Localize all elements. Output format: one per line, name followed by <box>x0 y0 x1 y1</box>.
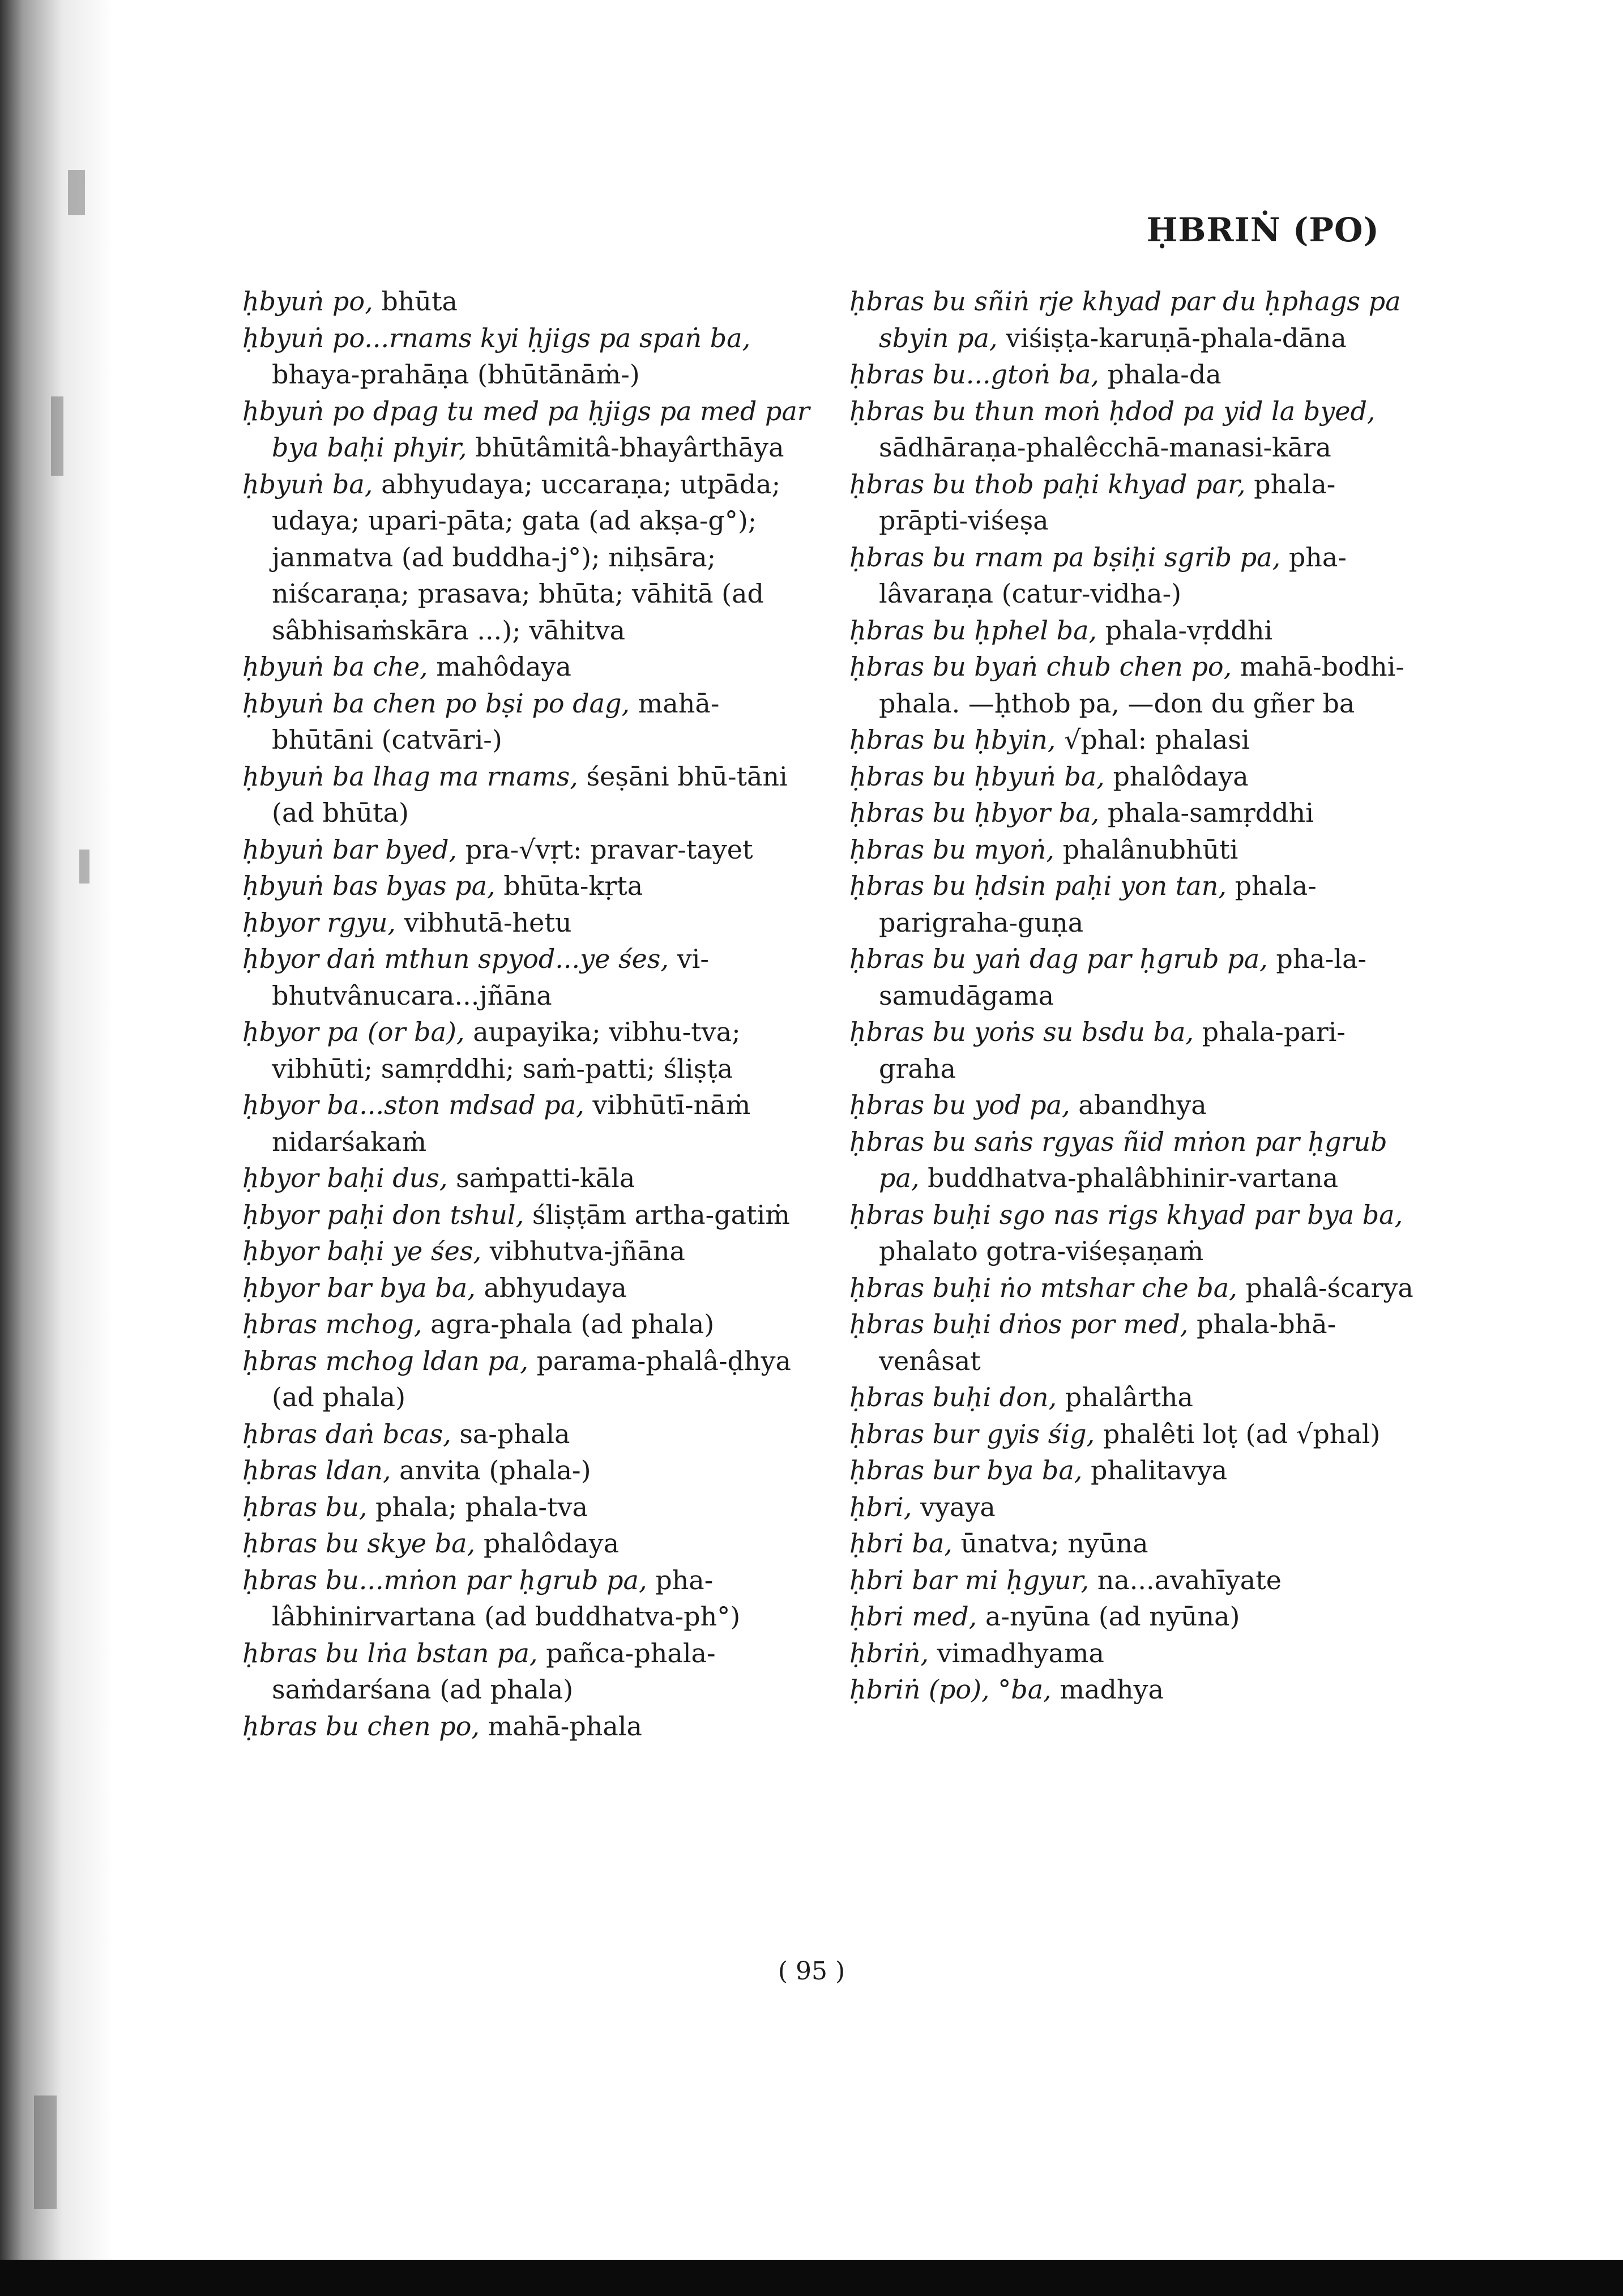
dictionary-entry <box>242 393 815 466</box>
dictionary-entry <box>242 1452 815 1489</box>
sanskrit-equivalent: buddhatva-phalâbhinir-vartana <box>928 1163 1339 1193</box>
dictionary-entry <box>849 1014 1419 1087</box>
tibetan-headword: ḥbyor rgyu, <box>242 907 396 938</box>
tibetan-headword: ḥbras bu myoṅ, <box>849 834 1054 865</box>
dictionary-entry <box>242 1343 815 1416</box>
tibetan-headword: ḥbri med, <box>849 1601 977 1632</box>
tibetan-headword: ḥbras bu ḥbyin, <box>849 724 1056 755</box>
sanskrit-equivalent: phalârtha <box>1065 1382 1193 1412</box>
tibetan-headword: ḥbyuṅ bar byed, <box>242 834 458 865</box>
scan-speck <box>51 396 63 476</box>
tibetan-headword: ḥbras mchog, <box>242 1309 422 1339</box>
dictionary-entry <box>242 1562 815 1635</box>
sanskrit-equivalent: pra-√vṛt: pravar-tayet <box>465 834 753 865</box>
sanskrit-equivalent: bhūta <box>381 286 458 317</box>
sanskrit-equivalent: viśiṣṭa-karuṇā-phala-dāna <box>1006 322 1347 353</box>
scan-speck <box>34 2096 57 2209</box>
sanskrit-equivalent: phala-bhā-venâsat <box>879 1309 1336 1376</box>
tibetan-headword: ḥbyuṅ ba lhag ma rnams, <box>242 761 578 792</box>
tibetan-headword: ḥbyuṅ po, <box>242 286 373 317</box>
dictionary-entry <box>242 758 815 831</box>
sanskrit-equivalent: ūnatva; nyūna <box>960 1528 1148 1559</box>
sanskrit-equivalent: pañca-phala-saṁdarśana (ad phala) <box>272 1637 716 1705</box>
dictionary-entry <box>849 283 1419 356</box>
scan-speck <box>68 170 85 215</box>
sanskrit-equivalent: pha-lâvaraṇa (catur-vidha-) <box>879 541 1347 609</box>
dictionary-entry <box>242 868 815 904</box>
dictionary-entry <box>849 1270 1419 1307</box>
tibetan-headword: ḥbras mchog ldan pa, <box>242 1345 528 1376</box>
dictionary-entry <box>242 1708 815 1745</box>
dictionary-entry <box>849 1416 1419 1453</box>
dictionary-entry <box>849 1671 1419 1708</box>
tibetan-headword: ḥbras bu ḥphel ba, <box>849 614 1097 646</box>
dictionary-entry <box>849 356 1419 393</box>
tibetan-headword: ḥbriṅ (po), °ba, <box>849 1674 1052 1705</box>
tibetan-headword: ḥbras bu thob paḥi khyad par, <box>849 468 1246 500</box>
tibetan-headword: ḥbras bu, <box>242 1491 368 1522</box>
tibetan-headword: ḥbyuṅ po dpag tu med pa ḥjigs pa med par bya baḥi phyir, <box>242 395 810 463</box>
tibetan-headword: ḥbriṅ, <box>849 1637 929 1668</box>
sanskrit-equivalent: aupayika; vibhu-tva; vibhūti; samṛddhi; saṁ-patti; śliṣṭa <box>272 1017 741 1084</box>
dictionary-entry <box>849 941 1419 1014</box>
scan-speck <box>79 850 89 884</box>
dictionary-entry <box>849 1489 1419 1526</box>
dictionary-entry <box>242 648 815 685</box>
dictionary-entry <box>849 1562 1419 1599</box>
sanskrit-equivalent: mahā-bhūtāni (catvāri-) <box>272 688 720 755</box>
sanskrit-equivalent: vimadhyama <box>937 1637 1104 1668</box>
tibetan-headword: ḥbras bu yod pa, <box>849 1090 1070 1120</box>
dictionary-entry <box>849 722 1419 758</box>
sanskrit-equivalent: śeṣāni bhū-tāni (ad bhūta) <box>272 761 788 828</box>
dictionary-entry <box>242 320 815 393</box>
right-column <box>849 283 1419 1708</box>
tibetan-headword: ḥbras bu lṅa bstan pa, <box>242 1637 538 1668</box>
dictionary-entry <box>242 1270 815 1307</box>
sanskrit-equivalent: śliṣṭām artha-gatiṁ <box>532 1199 790 1230</box>
tibetan-headword: ḥbras bu ḥbyor ba, <box>849 797 1100 828</box>
left-column <box>242 283 815 1744</box>
tibetan-headword: ḥbras bur bya ba, <box>849 1455 1083 1486</box>
dictionary-entry <box>242 685 815 758</box>
dictionary-entry <box>242 283 815 320</box>
dictionary-entry <box>242 1197 815 1234</box>
dictionary-entry <box>242 1635 815 1708</box>
dictionary-entry <box>849 1525 1419 1562</box>
sanskrit-equivalent: a-nyūna (ad nyūna) <box>985 1601 1240 1632</box>
dictionary-entry <box>849 1598 1419 1635</box>
tibetan-headword: ḥbras bu rnam pa bṣiḥi sgrib pa, <box>849 541 1281 573</box>
sanskrit-equivalent: phalâ-ścarya <box>1245 1272 1413 1303</box>
sanskrit-equivalent: bhūta-kṛta <box>503 870 643 901</box>
tibetan-headword: ḥbras bu skye ba, <box>242 1528 476 1559</box>
tibetan-headword: ḥbras bu sñiṅ rje khyad par du ḥphags pa sbyin pa, <box>849 286 1401 353</box>
sanskrit-equivalent: sādhāraṇa-phalêcchā-manasi-kāra <box>879 432 1331 463</box>
tibetan-headword: ḥbyor baḥi dus, <box>242 1163 448 1193</box>
sanskrit-equivalent: phala-parigraha-guṇa <box>879 870 1317 938</box>
dictionary-entry <box>849 1124 1419 1197</box>
dictionary-entry <box>242 1087 815 1160</box>
tibetan-headword: ḥbras buḥi dṅos por med, <box>849 1309 1189 1339</box>
tibetan-headword: ḥbras buḥi ṅo mtshar che ba, <box>849 1272 1237 1303</box>
dictionary-entry <box>849 648 1419 722</box>
dictionary-entry <box>849 868 1419 941</box>
sanskrit-equivalent: madhya <box>1060 1674 1164 1705</box>
sanskrit-equivalent: phalôdaya <box>483 1528 620 1559</box>
dictionary-entry <box>242 831 815 868</box>
tibetan-headword: ḥbyor pa (or ba), <box>242 1017 465 1047</box>
sanskrit-equivalent: bhaya-prahāṇa (bhūtānāṁ-) <box>272 359 640 390</box>
tibetan-headword: ḥbras bu...gtoṅ ba, <box>849 359 1100 390</box>
tibetan-headword: ḥbras bu saṅs rgyas ñid mṅon par ḥgrub pa, <box>849 1126 1387 1193</box>
sanskrit-equivalent: vibhutā-hetu <box>404 907 572 938</box>
tibetan-headword: ḥbyuṅ po...rnams kyi ḥjigs pa spaṅ ba, <box>242 322 751 353</box>
tibetan-headword: ḥbyor bar bya ba, <box>242 1272 476 1303</box>
dictionary-entry <box>242 904 815 941</box>
sanskrit-equivalent: phalânubhūti <box>1062 834 1238 865</box>
dictionary-entry <box>242 1525 815 1562</box>
tibetan-headword: ḥbyuṅ ba chen po bṣi po dag, <box>242 688 630 719</box>
sanskrit-equivalent: pha-la-samudāgama <box>879 944 1367 1011</box>
tibetan-headword: ḥbyor ba...ston mdsad pa, <box>242 1090 584 1120</box>
sanskrit-equivalent: abhyudaya <box>484 1272 627 1303</box>
scan-shadow-bottom <box>0 2260 1623 2296</box>
dictionary-entry <box>849 393 1419 466</box>
tibetan-headword: ḥbyor paḥi don tshul, <box>242 1199 524 1230</box>
tibetan-headword: ḥbras bu ḥdsin paḥi yon tan, <box>849 870 1227 901</box>
sanskrit-equivalent: vibhutva-jñāna <box>489 1236 685 1266</box>
sanskrit-equivalent: √phal: phalasi <box>1064 724 1250 755</box>
dictionary-entry <box>849 612 1419 649</box>
tibetan-headword: ḥbras ldan, <box>242 1455 391 1486</box>
running-head: ḤBRIṄ (PO) <box>1146 211 1379 249</box>
tibetan-headword: ḥbras bu ḥbyuṅ ba, <box>849 761 1105 792</box>
sanskrit-equivalent: na...avahīyate <box>1097 1564 1282 1595</box>
dictionary-entry <box>242 1489 815 1526</box>
tibetan-headword: ḥbras bu...mṅon par ḥgrub pa, <box>242 1564 647 1595</box>
scan-shadow-left <box>0 0 113 2296</box>
tibetan-headword: ḥbras bu chen po, <box>242 1710 480 1742</box>
sanskrit-equivalent: sa-phala <box>459 1418 570 1449</box>
dictionary-entry <box>242 1306 815 1343</box>
dictionary-entry <box>242 941 815 1014</box>
dictionary-entry <box>242 1233 815 1270</box>
tibetan-headword: ḥbras bu thun moṅ ḥdod pa yid la byed, <box>849 395 1376 426</box>
sanskrit-equivalent: parama-phalâ-ḍhya (ad phala) <box>272 1345 791 1412</box>
sanskrit-equivalent: pha-lâbhinirvartana (ad buddhatva-ph°) <box>272 1564 741 1632</box>
sanskrit-equivalent: phala-pari-graha <box>879 1017 1346 1084</box>
sanskrit-equivalent: vi-bhutvânucara...jñāna <box>272 944 709 1011</box>
sanskrit-equivalent: agra-phala (ad phala) <box>430 1309 715 1339</box>
sanskrit-equivalent: anvita (phala-) <box>399 1455 591 1486</box>
dictionary-entry <box>242 466 815 649</box>
dictionary-entry <box>849 1087 1419 1124</box>
page-number: ( 95 ) <box>778 1957 845 1986</box>
dictionary-entry <box>849 1452 1419 1489</box>
dictionary-entry <box>849 466 1419 539</box>
dictionary-entry <box>849 539 1419 612</box>
dictionary-entry <box>242 1014 815 1087</box>
tibetan-headword: ḥbyor daṅ mthun spyod...ye śes, <box>242 944 669 974</box>
sanskrit-equivalent: phala-da <box>1107 359 1221 390</box>
sanskrit-equivalent: abhyudaya; uccaraṇa; utpāda; udaya; upari-pāta; gata (ad akṣa-g°); janmatva (ad buddha-j°); niḥsāra; niścaraṇa; prasava; bhūta; vāhitā (ad sâbhisaṁskāra ...); vāhitva <box>272 468 781 646</box>
sanskrit-equivalent: abandhya <box>1078 1090 1207 1120</box>
dictionary-entry <box>849 1306 1419 1379</box>
dictionary-entry <box>849 831 1419 868</box>
tibetan-headword: ḥbras bur gyis śig, <box>849 1418 1095 1449</box>
dictionary-entry <box>849 1379 1419 1416</box>
tibetan-headword: ḥbras bu yoṅs su bsdu ba, <box>849 1017 1194 1047</box>
sanskrit-equivalent: phalitavya <box>1091 1455 1228 1486</box>
sanskrit-equivalent: saṁpatti-kāla <box>456 1163 635 1193</box>
sanskrit-equivalent: mahā-phala <box>488 1710 642 1742</box>
tibetan-headword: ḥbri bar mi ḥgyur, <box>849 1564 1090 1595</box>
tibetan-headword: ḥbyuṅ ba, <box>242 468 373 500</box>
dictionary-entry <box>242 1416 815 1453</box>
dictionary-entry <box>242 1160 815 1197</box>
sanskrit-equivalent: phala-vṛddhi <box>1105 614 1273 646</box>
sanskrit-equivalent: phala; phala-tva <box>375 1491 588 1522</box>
sanskrit-equivalent: phalêti loṭ (ad √phal) <box>1103 1418 1381 1449</box>
dictionary-entry <box>849 795 1419 831</box>
dictionary-entry <box>849 1635 1419 1672</box>
tibetan-headword: ḥbyuṅ bas byas pa, <box>242 870 496 901</box>
dictionary-entry <box>849 758 1419 795</box>
tibetan-headword: ḥbri, <box>849 1491 912 1522</box>
tibetan-headword: ḥbras buḥi sgo nas rigs khyad par bya ba, <box>849 1199 1403 1230</box>
sanskrit-equivalent: phalôdaya <box>1113 761 1249 792</box>
dictionary-entry <box>849 1197 1419 1270</box>
sanskrit-equivalent: phalato gotra-viśeṣaṇaṁ <box>879 1236 1204 1266</box>
sanskrit-equivalent: mahôdaya <box>436 651 571 682</box>
sanskrit-equivalent: phala-samṛddhi <box>1107 797 1314 828</box>
tibetan-headword: ḥbras bu byaṅ chub chen po, <box>849 651 1232 682</box>
tibetan-headword: ḥbras bu yaṅ dag par ḥgrub pa, <box>849 944 1268 974</box>
sanskrit-equivalent: vyaya <box>920 1491 996 1522</box>
sanskrit-equivalent: bhūtâmitâ-bhayârthāya <box>475 432 784 463</box>
tibetan-headword: ḥbyuṅ ba che, <box>242 651 428 682</box>
tibetan-headword: ḥbras daṅ bcas, <box>242 1418 451 1449</box>
tibetan-headword: ḥbri ba, <box>849 1528 953 1559</box>
tibetan-headword: ḥbras buḥi don, <box>849 1382 1057 1412</box>
sanskrit-equivalent: vibhūtī-nāṁ nidarśakaṁ <box>272 1090 751 1157</box>
sanskrit-equivalent: mahā-bodhi-phala. —ḥthob pa, —don du gñer ba <box>879 651 1404 719</box>
sanskrit-equivalent: phala-prāpti-viśeṣa <box>879 468 1336 536</box>
tibetan-headword: ḥbyor baḥi ye śes, <box>242 1236 482 1266</box>
